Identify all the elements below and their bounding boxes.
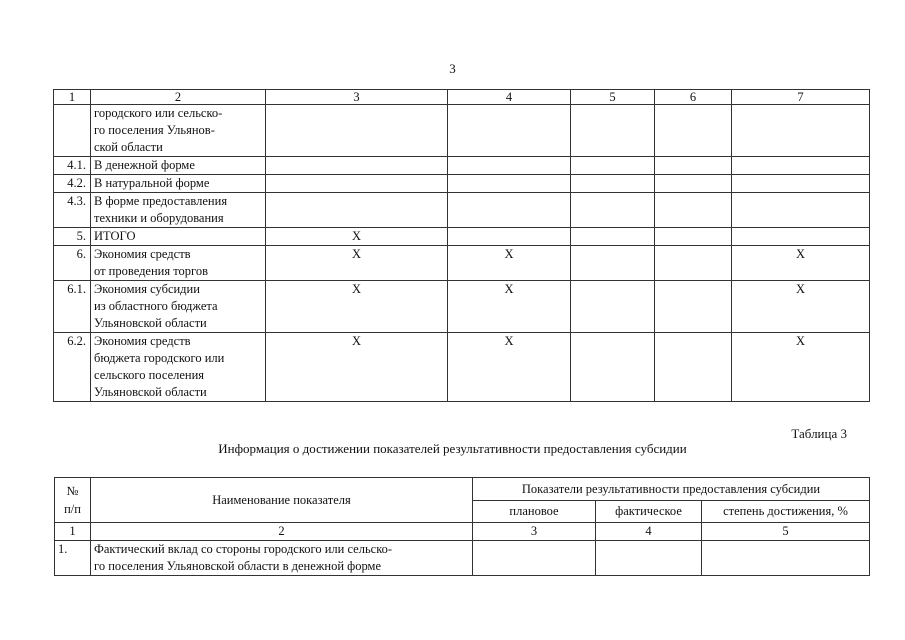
row-number: 1.	[55, 541, 91, 576]
subheader-plan: плановое	[473, 501, 596, 523]
cell-col4	[448, 193, 571, 228]
cell-col7: X	[732, 281, 870, 333]
row-name: ИТОГО	[91, 228, 266, 246]
subheader-degree: степень достижения, %	[702, 501, 870, 523]
cell-col6	[655, 157, 732, 175]
row-number: 4.1.	[54, 157, 91, 175]
cell-col6	[655, 175, 732, 193]
column-number: 4	[448, 90, 571, 105]
row-name: Экономия средств бюджета городского или сельского поселения Ульяновской области	[91, 333, 266, 402]
cell-col6	[655, 333, 732, 402]
table-row	[54, 228, 870, 246]
column-number: 1	[55, 523, 91, 541]
cell-col4	[448, 157, 571, 175]
cell-degree	[702, 541, 870, 576]
cell-col3	[266, 193, 448, 228]
column-numbers-row	[54, 90, 870, 105]
column-number: 5	[571, 90, 655, 105]
table-title: Информация о достижении показателей результативности предоставления субсидии	[218, 441, 687, 456]
cell-col3	[266, 157, 448, 175]
column-number: 2	[91, 523, 473, 541]
cell-col6	[655, 228, 732, 246]
header-name: Наименование показателя	[91, 478, 473, 523]
cell-col4	[448, 105, 571, 157]
column-number: 1	[54, 90, 91, 105]
cell-col5	[571, 105, 655, 157]
row-number: 6.	[54, 246, 91, 281]
cell-col4	[448, 228, 571, 246]
column-number: 4	[596, 523, 702, 541]
table-row	[54, 157, 870, 175]
cell-col7	[732, 105, 870, 157]
header-group: Показатели результативности предоставления субсидии	[473, 478, 870, 501]
column-numbers-row	[55, 523, 870, 541]
cell-plan	[473, 541, 596, 576]
results-table	[54, 477, 870, 576]
column-number: 5	[702, 523, 870, 541]
page-number: 3	[449, 61, 456, 76]
cell-col5	[571, 193, 655, 228]
cell-fact	[596, 541, 702, 576]
table-label: Таблица 3	[791, 426, 847, 441]
row-number: 6.2.	[54, 333, 91, 402]
cell-col4	[448, 175, 571, 193]
row-name: Фактический вклад со стороны городского или сельско- го поселения Ульяновской области в денежной форме	[91, 541, 473, 576]
row-name: В форме предоставления техники и оборудования	[91, 193, 266, 228]
cell-col4: X	[448, 333, 571, 402]
cell-col3	[266, 105, 448, 157]
column-number: 3	[473, 523, 596, 541]
cell-col3	[266, 175, 448, 193]
row-name: Экономия субсидии из областного бюджета Ульяновской области	[91, 281, 266, 333]
cell-col7	[732, 228, 870, 246]
cell-col5	[571, 157, 655, 175]
row-name: Экономия средств от проведения торгов	[91, 246, 266, 281]
cell-col5	[571, 281, 655, 333]
cell-col7: X	[732, 333, 870, 402]
cell-col6	[655, 246, 732, 281]
table-row	[54, 193, 870, 228]
table-row	[54, 175, 870, 193]
column-number: 6	[655, 90, 732, 105]
cell-col6	[655, 193, 732, 228]
cell-col5	[571, 246, 655, 281]
column-number: 2	[91, 90, 266, 105]
cell-col3: X	[266, 281, 448, 333]
table-row	[54, 105, 870, 157]
cell-col6	[655, 281, 732, 333]
cell-col3: X	[266, 228, 448, 246]
column-number: 7	[732, 90, 870, 105]
cell-col3: X	[266, 246, 448, 281]
table-row	[55, 541, 870, 576]
cell-col5	[571, 228, 655, 246]
cell-col5	[571, 175, 655, 193]
row-name: В натуральной форме	[91, 175, 266, 193]
cell-col7	[732, 175, 870, 193]
cell-col7: X	[732, 246, 870, 281]
row-number: 6.1.	[54, 281, 91, 333]
header-num: № п/п	[55, 478, 91, 523]
cell-col4: X	[448, 246, 571, 281]
cell-col4: X	[448, 281, 571, 333]
row-number: 4.3.	[54, 193, 91, 228]
cell-col7	[732, 157, 870, 175]
indicators-table	[53, 89, 870, 402]
cell-col3: X	[266, 333, 448, 402]
subheader-fact: фактическое	[596, 501, 702, 523]
cell-col7	[732, 193, 870, 228]
row-name: городского или сельско- го поселения Ульянов- ской области	[91, 105, 266, 157]
row-number: 4.2.	[54, 175, 91, 193]
table-row	[54, 333, 870, 402]
table-row	[54, 281, 870, 333]
row-name: В денежной форме	[91, 157, 266, 175]
cell-col6	[655, 105, 732, 157]
header-row	[55, 478, 870, 501]
table-row	[54, 246, 870, 281]
cell-col5	[571, 333, 655, 402]
column-number: 3	[266, 90, 448, 105]
row-number: 5.	[54, 228, 91, 246]
row-number	[54, 105, 91, 157]
